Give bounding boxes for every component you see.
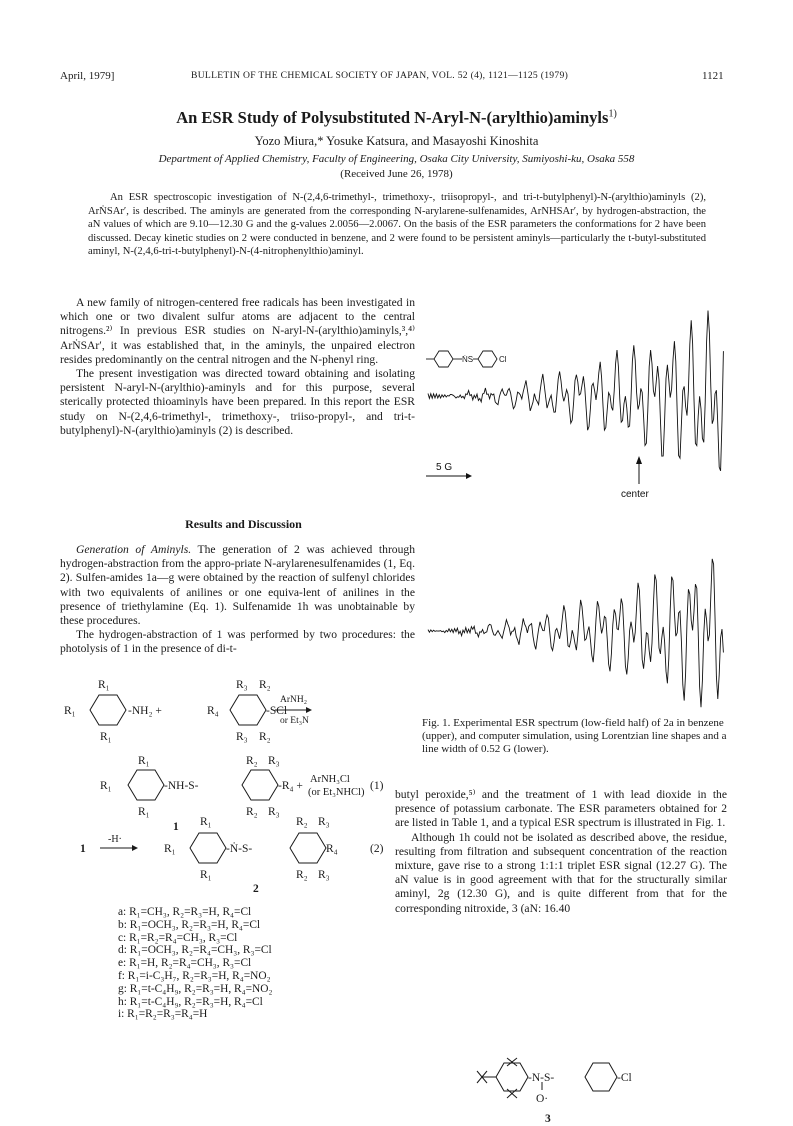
authors: Yozo Miura,* Yosuke Katsura, and Masayoshi Kinoshita [254,134,539,148]
right-column [395,788,727,916]
aniline-ring [90,695,126,725]
abstract: An ESR spectroscopic investigation of N-(2,4,6-trimethyl-, trimethoxy-, triisopropyl-, and tri-t-butylphenyl)-N-(arylthio)aminyls (2), ArṄSAr′, is described. The aminyls are generated from the corresponding N-arylarene-sulfenamides, ArNHSAr′, by hydrogen-abstraction, the aN values of which are 9.10—12.30 G and the g-values 2.0056—2.0067. On the basis of the ESR parameters the conformations for 2 have been discussed. Decay kinetic studies on 2 were conducted in benzene, and 2 were found to be persistent aminyls—particularly the t-butyl-substituted aminyl, N-(2,4,6-tri-t-butylphenyl)-N-(4-nitrophenylthio)aminyl. [88,192,706,258]
reagent-alt-label: or Et₃N [280,716,309,726]
scale-arrowhead [466,473,472,479]
r4-plus-label: -R₄ + [278,780,303,792]
r1-label: R₁ [200,816,212,828]
title-footnote: 1) [608,108,617,120]
runin-heading: Generation of Aminyls. [76,543,192,556]
cl-label: Cl [499,355,507,364]
substituent-item: f: R₁=i-C₃H₇, R₂=R₃=H, R₄=NO₂ [118,969,271,982]
substituent-item: b: R₁=OCH₃, R₂=R₃=H, R₄=Cl [118,918,261,931]
paper-title [0,108,793,128]
aminyl-ns-label: -Ṅ-S- [226,843,253,855]
generation-paragraph [60,543,415,628]
r2-label: R₂ [259,731,271,743]
r1-label: R₁ [100,780,112,792]
aminyl-ring-b [290,833,326,863]
r3-label: R₃ [236,679,248,691]
r1-label: R₁ [64,705,76,717]
reagent-label: ArNH₂ [280,695,308,705]
r3-label: R₃ [318,816,330,828]
byproduct-label: ArNH₃Cl [310,774,350,785]
r1-label: R₁ [200,869,212,881]
r2-label: R₂ [259,679,271,691]
r3-label: R₃ [268,806,280,818]
compound-2-label: 2 [253,883,259,895]
scl-label: -SCl [266,705,288,717]
compound-1-label: 1 [80,843,86,855]
received-date: (Received June 26, 1978) [340,168,453,180]
substituent-list [118,906,272,1021]
scale-label: 5 G [436,462,453,473]
compound-1-label: 1 [173,821,179,833]
mesityl-ring [434,351,453,367]
purpose-paragraph: The present investigation was directed toward obtaining and isolating persistent N-aryl-N-(arylthio)-aminyls and for this purpose, several sterically protected thioaminyls have been prepared. In this report the ESR study on N-(2,4,6-trimethyl-, trimethoxy-, triiso-propyl-, and tri-t-butylphenyl)-N-(arylthio)aminyls (2) is described. [60,367,415,437]
title-text: An ESR Study of Polysubstituted N-Aryl-N-(arylthio)aminyls [176,108,609,127]
sulfenyl-ring [230,695,266,725]
chlorophenyl-ring [478,351,497,367]
substituent-item: a: R₁=CH₃, R₂=R₃=H, R₄=Cl [118,906,252,918]
reaction-scheme [60,678,415,908]
r2-label: R₂ [296,816,308,828]
arrowhead-eq2 [132,845,138,851]
r3-label: R₃ [318,869,330,881]
left-column-lower [60,543,415,657]
simulated-spectrum-trace [428,559,723,707]
nitroxide-paragraph: Although 1h could not be isolated as described above, the residue, resulting from filtration and subsequent concentration of the reaction mixture, gave rise to a strong 1:1:1 triplet ESR signal (12.27 G). The aN value is in good agreement with that for the structurally similar aminyl, 2g (12.30 G), and is quite different from that for the corresponding nitroxide, 3 (aN: 16.40 [395,830,727,915]
header-page-number: 1121 [702,70,724,82]
ns-label: ṄS [462,355,474,364]
r2-label: R₂ [246,806,258,818]
experimental-spectrum-trace [428,311,723,471]
substituent-item: g: R₁=t-C₄H₉, R₂=R₃=H, R₄=NO₂ [118,982,273,995]
substituent-item: h: R₁=t-C₄H₉, R₂=R₃=H, R₄=Cl [118,995,263,1008]
caption-text: Experimental ESR spectrum (low-field half) of 2a in benzene (upper), and computer simulation, using Lorentzian line shapes and a line width of 0.52 G (lower). [422,717,727,756]
generation-text: The generation of 2 was achieved through hydrogen-abstraction from the appro-priate N-arylarenesulfenamides (1, Eq. 2). Sulfen-amides 1a—g were obtained by the reaction of sulfenyl chlorides with two equivalents of anilines or one equiva-lent of anilines in the presence of triethylamine (Eq. 1). Sulfenamide 1h was unobtainable by these procedures. [60,543,415,628]
r1-label: R₁ [138,755,150,767]
aminyl-ring-a [190,833,226,863]
nh2-label: -NH₂ + [128,705,162,717]
r4-label: R₄ [207,705,219,717]
r2-label: R₂ [246,755,258,767]
substituent-item: c: R₁=R₂=R₄=CH₃, R₃=Cl [118,931,238,944]
r2-label: R₂ [296,869,308,881]
r1-label: R₁ [164,843,176,855]
sulfenamide-ring-b [242,770,278,800]
center-arrowhead [636,456,642,464]
sulfenamide-ring-a [128,770,164,800]
continuation-paragraph: butyl peroxide,⁵⁾ and the treatment of 1 with lead dioxide in the presence of potassium carbonate. The ESR parameters obtained for 2 are listed in Table 1, and a typical ESR spectrum is illustrated in Fig. 1. [395,788,727,830]
abstraction-paragraph: The hydrogen-abstraction of 1 was performed by two procedures: the photolysis of 1 in the presence of di-t- [60,628,415,656]
tbutyl-ring [496,1063,528,1091]
eq2-number: (2) [370,843,384,855]
affiliation: Department of Applied Chemistry, Faculty of Engineering, Osaka City University, Sumiyoshi-ku, Osaka 558 [158,153,635,165]
substituent-item: d: R₁=OCH₃, R₂=R₄=CH₃, R₃=Cl [118,944,272,957]
nitroxide-structure [452,1056,742,1126]
left-column [60,296,415,438]
substituent-item: i: R₁=R₂=R₃=R₄=H [118,1008,208,1021]
nhs-label: -NH-S- [164,780,199,792]
center-label: center [621,489,649,500]
nitroxide-cl-label: -Cl [617,1072,632,1084]
compound-3-label: 3 [545,1113,551,1125]
header-date: April, 1979] [60,70,115,82]
r1-label: R₁ [138,806,150,818]
substituent-item: e: R₁=H, R₂=R₄=CH₃, R₃=Cl [118,957,252,970]
r3-label: R₃ [268,755,280,767]
h-abstraction-label: -H· [108,834,122,845]
byproduct-alt-label: (or Et₃NHCl) [308,787,365,798]
r3-label: R₃ [236,731,248,743]
section-heading: Results and Discussion [185,517,302,531]
chlorophenyl-ring [585,1063,617,1091]
r4-label: R₄ [326,843,338,855]
eq1-number: (1) [370,780,384,792]
intro-paragraph: A new family of nitrogen-centered free radicals has been investigated in which one or two divalent sulfur atoms are adjacent to the central nitrogens.²⁾ In previous ESR studies on N-aryl-N-(arylthio)aminyls,³,⁴⁾ ArṄSAr′, it was established that, in the aminyls, the unpaired electron resides predominantly on the central nitrogen and the N-phenyl ring. [60,296,415,366]
arrowhead-eq1 [306,707,312,713]
r1-label: R₁ [100,731,112,743]
header-journal: BULLETIN OF THE CHEMICAL SOCIETY OF JAPAN, VOL. 52 (4), 1121—1125 (1979) [191,70,569,81]
nitroxide-oxygen-label: O· [536,1093,549,1105]
r1-label: R₁ [98,679,110,691]
caption-lead: Fig. 1. [422,717,451,729]
nitroxide-ns-label: -N-S- [528,1072,555,1084]
figure-caption [422,717,727,757]
